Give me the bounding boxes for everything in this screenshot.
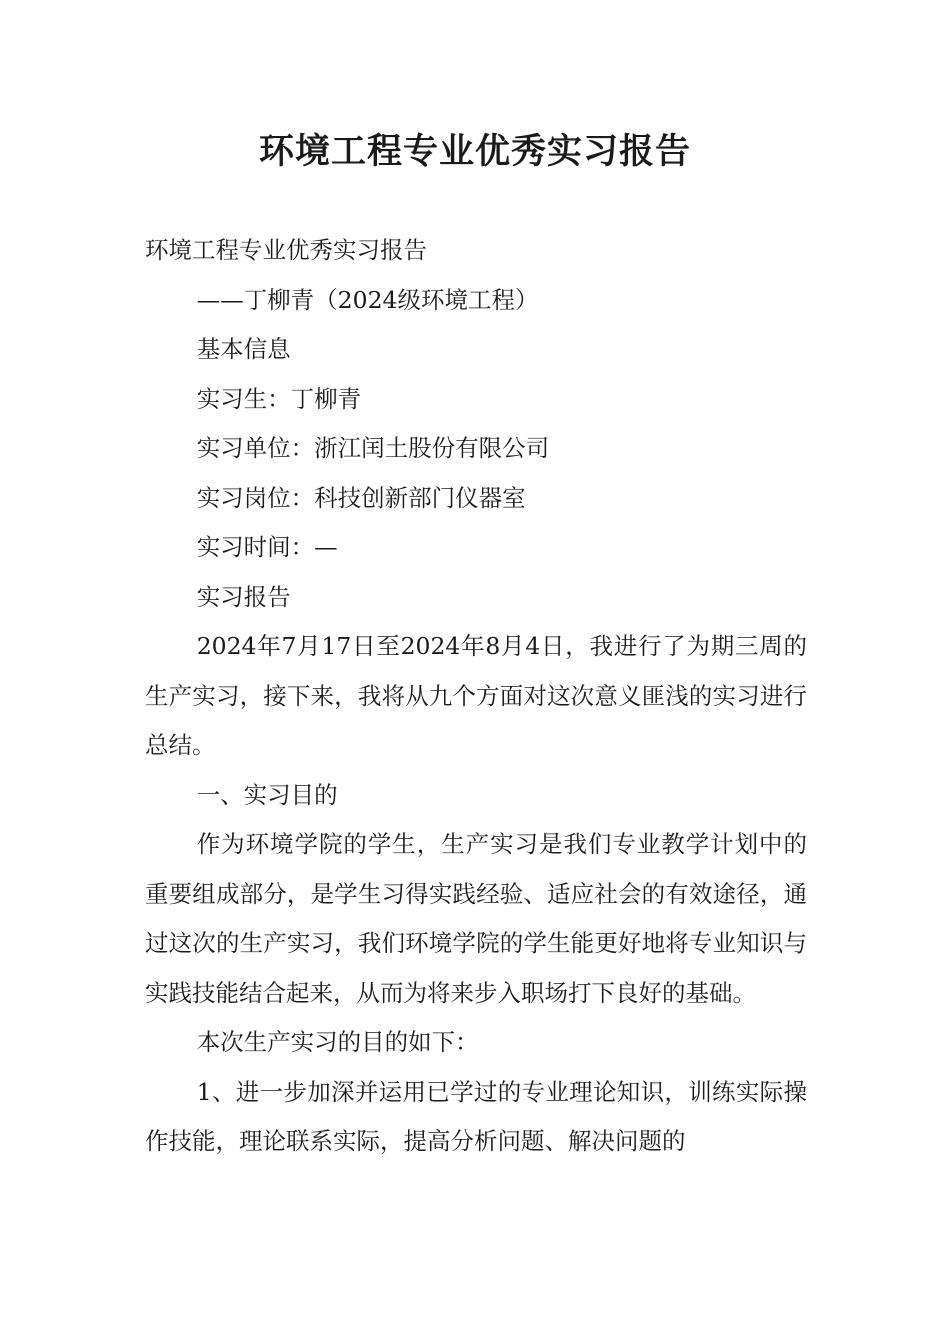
paragraph: 实习生：丁柳青	[196, 384, 362, 413]
paragraph: 实习报告	[196, 582, 291, 611]
paragraph: 基本信息	[196, 335, 291, 363]
document-title: 环境工程专业优秀实习报告	[258, 132, 691, 172]
paragraph: 一、实习目的	[196, 780, 338, 809]
paragraph: 实习时间：—	[196, 533, 338, 561]
paragraph: 本次生产实习的目的如下：	[196, 1028, 479, 1056]
paragraph: 环境工程专业优秀实习报告	[145, 236, 427, 264]
paragraph: ——丁柳青（2024级环境工程）	[196, 285, 539, 314]
paragraph: 实习岗位：科技创新部门仪器室	[196, 483, 526, 512]
paragraph: 作为环境学院的学生，生产实习是我们专业教学计划中的重要组成部分，是学生习得实践经验、适应社会的有效途径，通过这次的生产实习，我们环境学院的学生能更好地将专业知识与实践技能结合起来，从而为将来步入职场打下良好的基础。	[145, 830, 807, 1007]
paragraph: 2024年7月17日至2024年8月4日，我进行了为期三周的生产实习，接下来，我将从九个方面对这次意义匪浅的实习进行总结。	[145, 632, 807, 759]
document-body	[145, 226, 807, 1167]
paragraph: 实习单位：浙江闰土股份有限公司	[196, 434, 550, 462]
paragraph: 1、进一步加深并运用已学过的专业理论知识，训练实际操作技能，理论联系实际，提高分析问题、解决问题的	[145, 1077, 807, 1155]
